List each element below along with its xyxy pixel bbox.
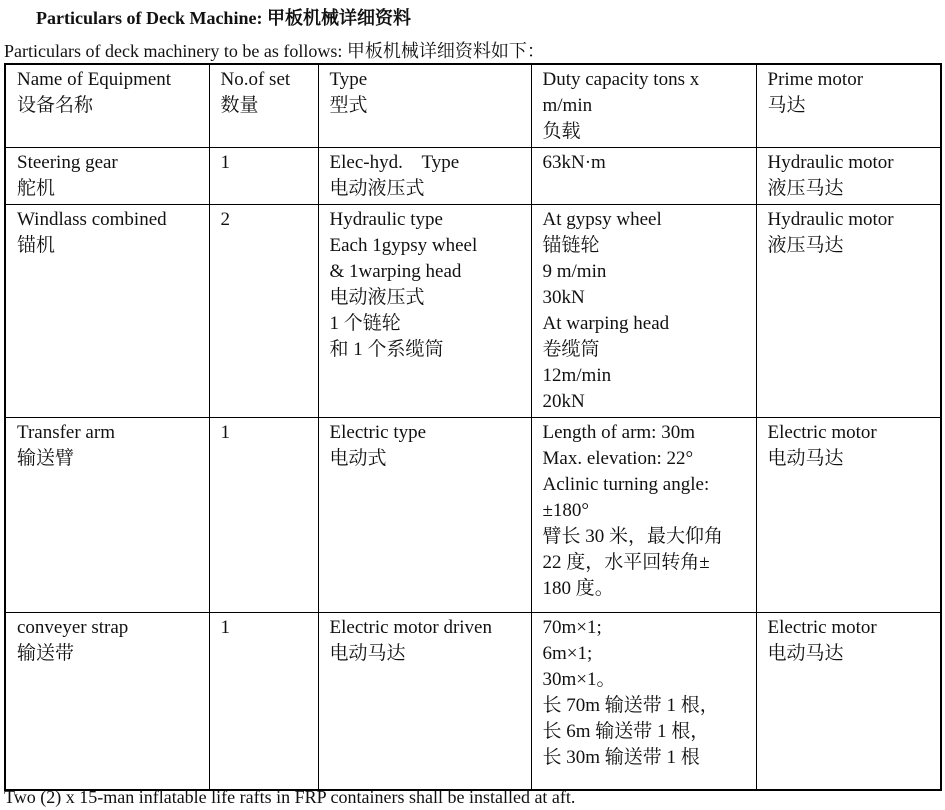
cell-type: Hydraulic type Each 1gypsy wheel & 1warping head 电动液压式 1 个链轮 和 1 个系缆筒	[318, 205, 531, 418]
cell-equipment-name: Steering gear 舵机	[5, 148, 209, 205]
header-cell-name-of-equipment: Name of Equipment 设备名称	[5, 64, 209, 148]
cell-type: Electric motor driven 电动马达	[318, 613, 531, 791]
cell-equipment-name: Windlass combined 锚机	[5, 205, 209, 418]
table-header-row	[5, 64, 941, 148]
table-row-transfer-arm	[5, 418, 941, 613]
cell-type: Elec-hyd. Type 电动液压式	[318, 148, 531, 205]
cell-equipment-name: conveyer strap 输送带	[5, 613, 209, 791]
cell-duty-capacity: At gypsy wheel 锚链轮 9 m/min 30kN At warping head 卷缆筒 12m/min 20kN	[531, 205, 756, 418]
cell-duty-capacity: 63kN·m	[531, 148, 756, 205]
cell-equipment-name: Transfer arm 输送臂	[5, 418, 209, 613]
cell-duty-capacity: 70m×1; 6m×1; 30m×1。 长 70m 输送带 1 根， 长 6m 输送带 1 根， 长 30m 输送带 1 根	[531, 613, 756, 791]
cell-no-of-set: 1	[209, 613, 318, 791]
cell-duty-capacity: Length of arm: 30m Max. elevation: 22° Aclinic turning angle: ±180° 臂长 30 米，最大仰角 22 度，水平回转角± 180 度。	[531, 418, 756, 613]
deck-machinery-table	[4, 63, 942, 791]
header-cell-duty-capacity: Duty capacity tons x m/min 负载	[531, 64, 756, 148]
table-row-steering-gear	[5, 148, 941, 205]
cell-no-of-set: 1	[209, 418, 318, 613]
cell-prime-motor: Electric motor 电动马达	[756, 418, 941, 613]
cell-prime-motor: Hydraulic motor 液压马达	[756, 205, 941, 418]
header-cell-no-of-set: No.of set 数量	[209, 64, 318, 148]
cell-no-of-set: 1	[209, 148, 318, 205]
cell-prime-motor: Hydraulic motor 液压马达	[756, 148, 941, 205]
cell-type: Electric type 电动式	[318, 418, 531, 613]
intro-text: Particulars of deck machinery to be as follows: 甲板机械详细资料如下：	[4, 41, 545, 61]
cell-no-of-set: 2	[209, 205, 318, 418]
header-cell-type: Type 型式	[318, 64, 531, 148]
footer-note: Two (2) x 15-man inflatable life rafts in FRP containers shall be installed at aft.	[4, 787, 576, 807]
table-row-windlass	[5, 205, 941, 418]
page-title: Particulars of Deck Machine: 甲板机械详细资料	[36, 8, 411, 28]
table-row-conveyer-strap	[5, 613, 941, 791]
header-cell-prime-motor: Prime motor 马达	[756, 64, 941, 148]
cell-prime-motor: Electric motor 电动马达	[756, 613, 941, 791]
